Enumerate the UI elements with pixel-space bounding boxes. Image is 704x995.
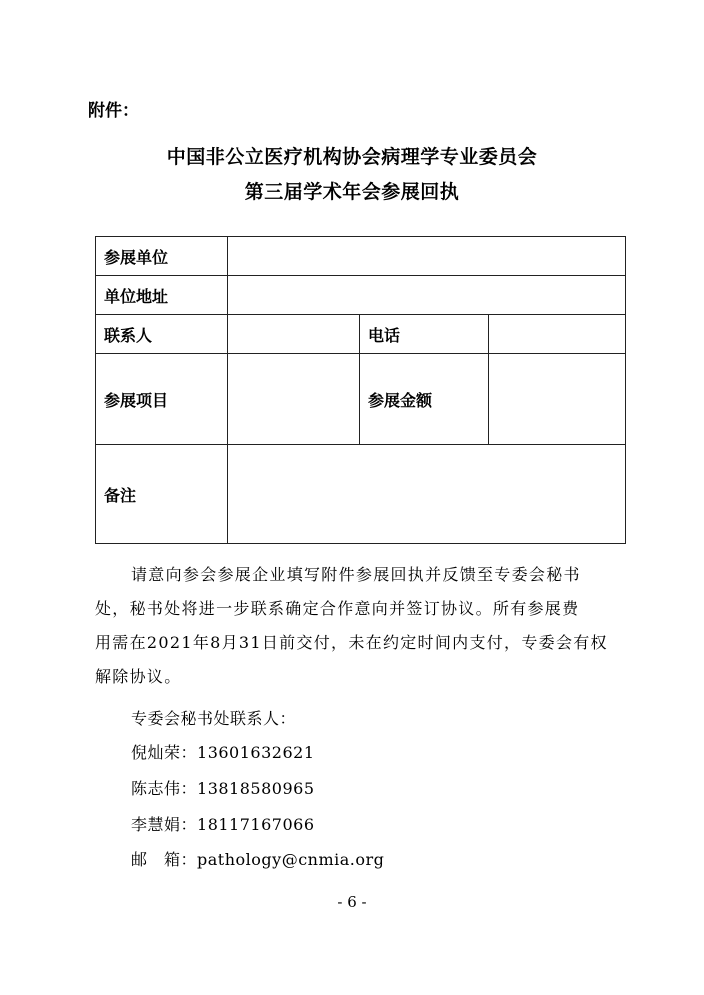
table-row — [96, 237, 626, 276]
table-row — [96, 354, 626, 445]
exhibit-amount-field[interactable] — [489, 354, 626, 445]
contact-name: 倪灿荣： — [131, 743, 198, 762]
remarks-field[interactable] — [228, 445, 626, 544]
table-row — [96, 315, 626, 354]
email-address[interactable]: pathology@cnmia.org — [197, 850, 385, 869]
document-title: 中国非公立医疗机构协会病理学专业委员会 — [166, 146, 538, 168]
attachment-label: 附件： — [88, 101, 139, 121]
email-label: 邮 箱： — [131, 850, 198, 869]
instruction-paragraph — [95, 558, 635, 694]
contact-phone: 13601632621 — [197, 743, 315, 762]
contact-name: 李慧娟： — [131, 815, 198, 834]
phone-field[interactable] — [489, 315, 626, 354]
paragraph-line: 处，秘书处将进一步联系确定合作意向并签订协议。所有参展费 — [95, 599, 580, 618]
exhibitor-unit-field[interactable] — [228, 237, 626, 276]
paragraph-line: 解除协议。 — [95, 667, 182, 686]
registration-form — [95, 236, 626, 544]
exhibit-amount-label: 参展金额 — [360, 354, 489, 445]
table-row — [96, 445, 626, 544]
contact-row — [131, 776, 315, 799]
contact-name: 陈志伟： — [131, 779, 198, 798]
contacts-heading: 专委会秘书处联系人： — [131, 709, 297, 728]
contact-row — [131, 847, 384, 870]
contact-row — [131, 812, 315, 835]
exhibit-item-field[interactable] — [228, 354, 360, 445]
paragraph-line: 请意向参会参展企业填写附件参展回执并反馈至专委会秘书 — [131, 565, 581, 584]
exhibitor-unit-label: 参展单位 — [96, 237, 228, 276]
contact-phone: 18117167066 — [197, 815, 315, 834]
page-number: - 6 - — [337, 893, 367, 911]
paragraph-line: 用需在2021年8月31日前交付，未在约定时间内支付，专委会有权 — [95, 633, 608, 652]
remarks-label: 备注 — [96, 445, 228, 544]
unit-address-field[interactable] — [228, 276, 626, 315]
contact-person-field[interactable] — [228, 315, 360, 354]
phone-label: 电话 — [360, 315, 489, 354]
document-subtitle: 第三届学术年会参展回执 — [244, 181, 460, 203]
table-row — [96, 276, 626, 315]
unit-address-label: 单位地址 — [96, 276, 228, 315]
contact-person-label: 联系人 — [96, 315, 228, 354]
contact-phone: 13818580965 — [197, 779, 315, 798]
exhibit-item-label: 参展项目 — [96, 354, 228, 445]
contact-row — [131, 740, 315, 763]
